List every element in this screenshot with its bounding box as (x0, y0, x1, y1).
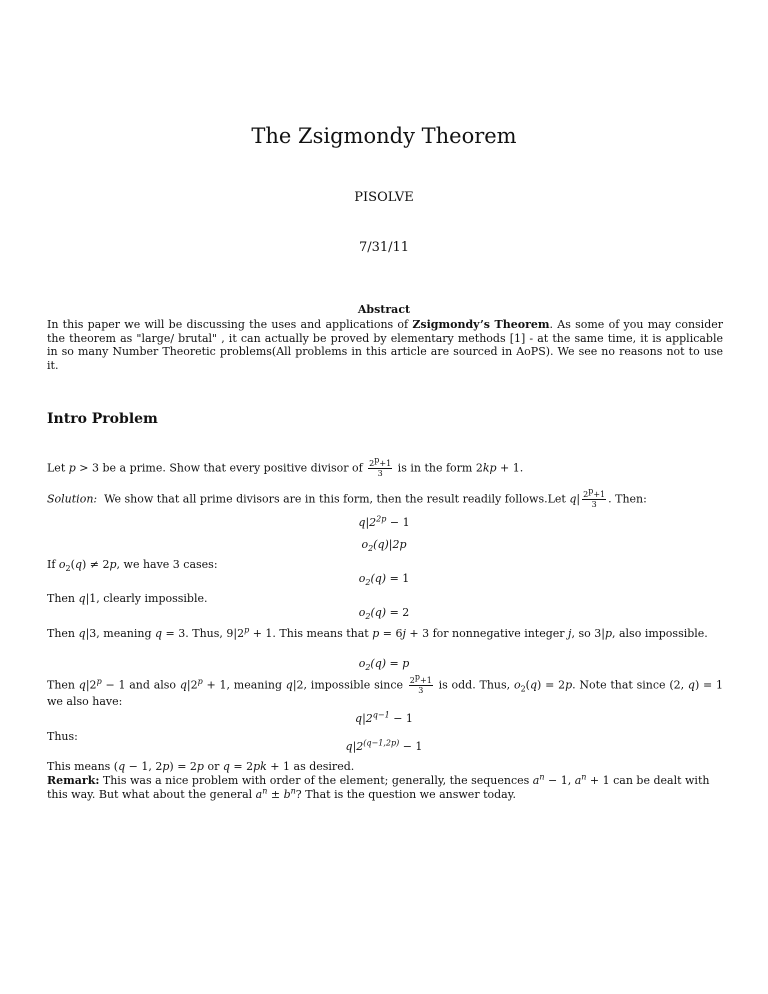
case-1-text: Then q|1, clearly impossible. (47, 592, 208, 605)
paper-title: The Zsigmondy Theorem (251, 124, 517, 148)
equation-4: $q|2^{(q-1,2p)} - 1$ (345, 738, 423, 753)
equation-3: $q|2^{q-1} - 1$ (355, 710, 413, 725)
case-3-equation: $o_2(q) = p$ (358, 657, 410, 673)
thus-label: Thus: (47, 730, 78, 743)
case-1-equation: $o_2(q) = 1$ (358, 572, 410, 588)
case-2-text: Then q|3, meaning q = 3. Thus, $9|2^p + 1$. This means that p = 6j + 3 for nonnegative integer j, so 3|p, also impossible. (47, 625, 708, 640)
solution-label: Solution: (47, 492, 98, 506)
abstract-body (47, 318, 723, 372)
solution-intro: Solution: We show that all prime divisors are in this form, then the result readily follows.Let q| $\frac{2^p+1}{3}$ . Then: (47, 486, 647, 509)
abstract-heading: Abstract (357, 303, 411, 316)
cases-intro: If $o_2(q) \ne 2p$, we have 3 cases: (47, 558, 218, 574)
equation-1: $q|2^{2p} - 1$ (358, 514, 410, 529)
case-2-equation: $o_2(q) = 2$ (358, 606, 410, 622)
abstract-text-after: . As some of you may consider the theorem as "large/ brutal" , it can actually be proved by elementary methods [1] - at the same time, it is applicable in so many Number Theoretic problems(All problems in this article are sourced in AoPS). We see no reasons not to use it. (47, 318, 724, 372)
conclusion: This means (q − 1, 2p) = 2p or q = 2pk + 1 as desired. (47, 760, 355, 773)
abstract-bold-term: Zsigmondy’s Theorem (412, 318, 550, 331)
abstract-text-before: In this paper we will be discussing the uses and applications of (47, 318, 413, 331)
remark: Remark: This was a nice problem with order of the element; generally, the sequences $a^n - 1$, $a^n + 1$ can be dealt with this way. But what about the general $a^n \pm b^n$? That is the question we answer today. (47, 772, 710, 801)
equation-2: $o_2(q)|2p$ (361, 538, 407, 554)
section-heading: Intro Problem (47, 411, 158, 427)
author: PISOLVE (354, 190, 414, 205)
problem-statement: Let p > 3 be a prime. Show that every positive divisor of $\frac{2^p+1}{3}$ is in the form 2kp + 1. (47, 455, 524, 478)
case-3-text: Then $q|2^p - 1$ and also $q|2^p + 1$, meaning q|2, impossible since $\frac{2^p+1}{3}$ is odd. Thus, $o_2(q) = 2p$. Note that since (2, q) = 1 we also have: (47, 672, 724, 708)
date: 7/31/11 (358, 240, 410, 255)
remark-label: Remark: (47, 774, 100, 787)
